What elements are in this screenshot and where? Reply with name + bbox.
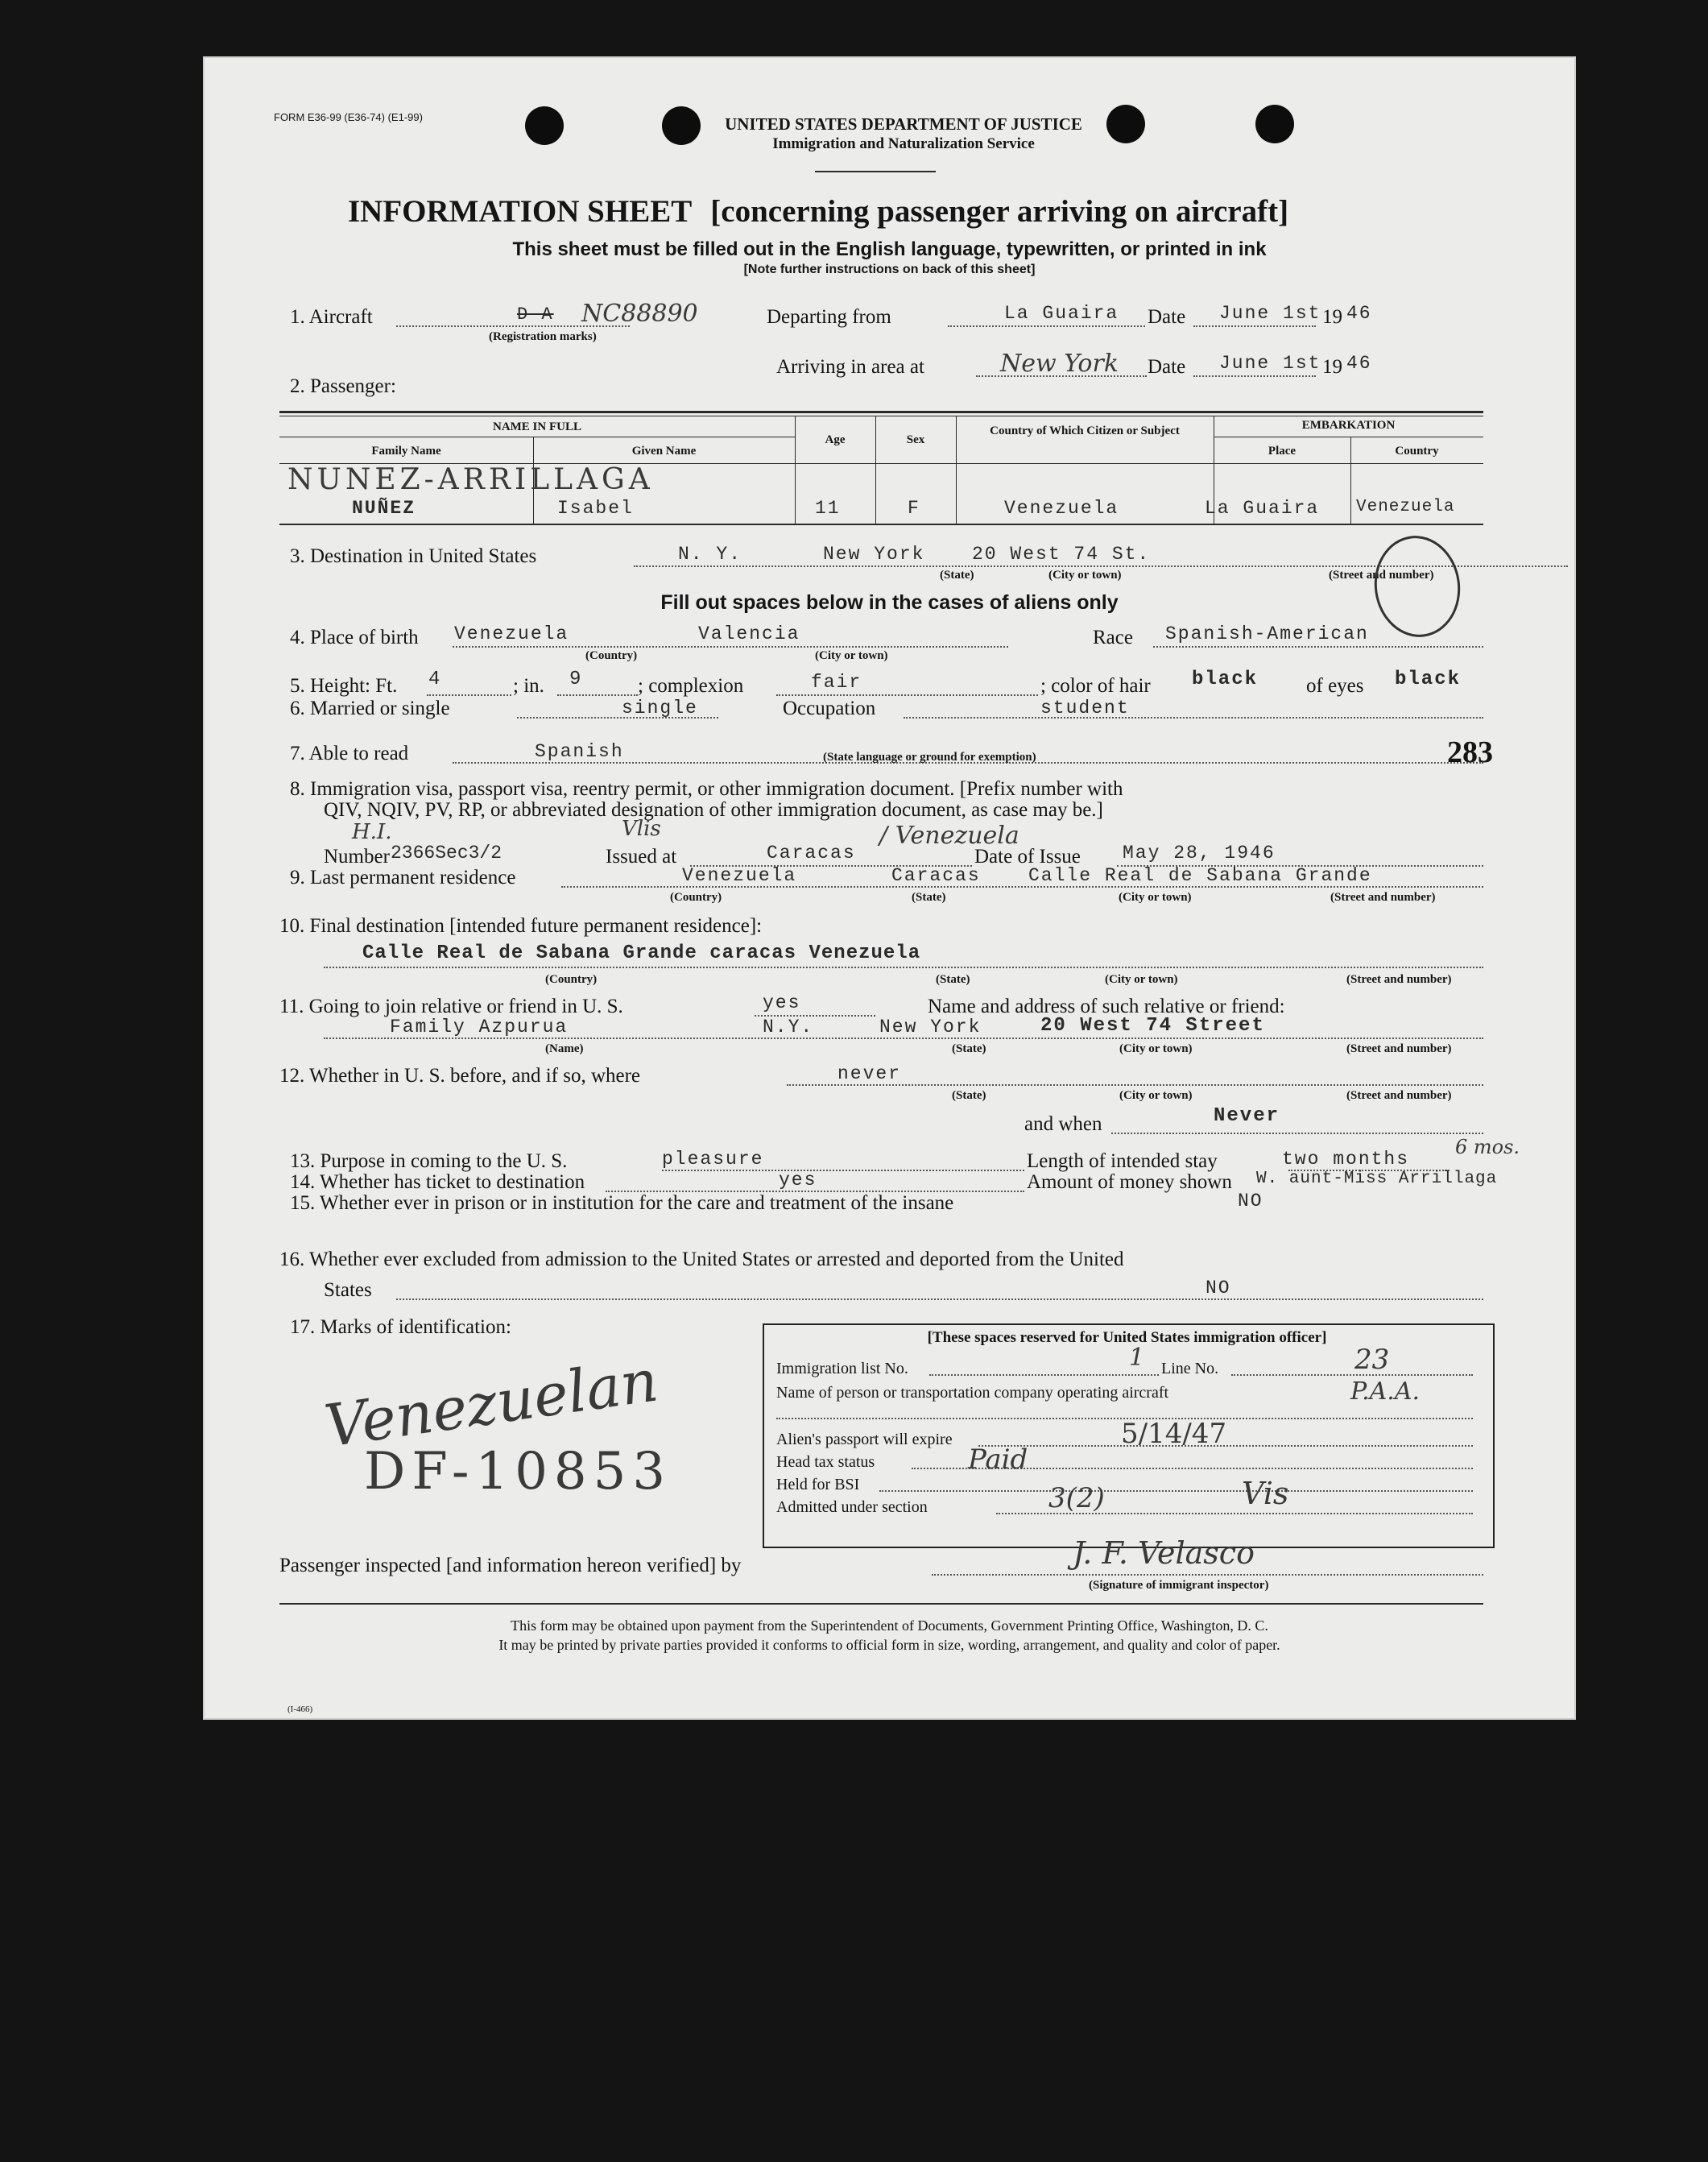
ft-line <box>427 694 511 696</box>
when-label: and when <box>1024 1113 1102 1135</box>
marks-label: 17. Marks of identification: <box>290 1316 511 1338</box>
arrive-date-line <box>1193 375 1316 377</box>
ink-circle-mark <box>1368 530 1467 643</box>
table-col-div <box>795 416 796 524</box>
embark-country: Venezuela <box>1356 498 1455 516</box>
eyes-label: of eyes <box>1306 675 1364 697</box>
relative-city: New York <box>879 1017 982 1038</box>
birth-line <box>453 646 1008 648</box>
punch-hole <box>525 106 564 145</box>
table-col-div <box>875 416 876 524</box>
list-label: Immigration list No. <box>776 1360 908 1377</box>
arrive-year: 46 <box>1346 353 1372 374</box>
inspected-line <box>932 1574 1483 1576</box>
when-value: Never <box>1214 1105 1280 1127</box>
read-label: 7. Able to read <box>290 743 409 764</box>
header-sex: Sex <box>906 433 925 446</box>
stay-hand: 6 mos. <box>1455 1136 1520 1158</box>
occupation-line <box>904 717 1483 719</box>
signature-caption: (Signature of immigrant inspector) <box>1089 1579 1269 1592</box>
race: Spanish-American <box>1165 623 1369 644</box>
inspector-signature: J. F. Velasco <box>1073 1535 1255 1571</box>
list-line <box>929 1374 1159 1376</box>
instruction: This sheet must be filled out in the English language, typewritten, or printed in ink <box>512 238 1267 260</box>
caption-city: (City or town) <box>1105 973 1178 986</box>
in-line <box>557 694 638 696</box>
table-top-rule <box>279 411 1483 413</box>
hair: black <box>1192 669 1259 690</box>
residence-country: Venezuela <box>682 865 797 886</box>
caption-country: (Country) <box>585 649 638 662</box>
issued-hand: / Venezuela <box>879 822 1019 850</box>
bsi-line <box>879 1490 1473 1492</box>
purpose-value: pleasure <box>662 1149 764 1170</box>
depart-date-label: Date <box>1148 306 1186 328</box>
issue-date: May 28, 1946 <box>1123 843 1276 864</box>
bsi-label: Held for BSI <box>776 1476 860 1493</box>
dest-city: New York <box>823 544 925 565</box>
purpose-label: 13. Purpose in coming to the U. S. <box>290 1150 568 1172</box>
handwritten-name: NUNEZ-ARRILLAGA <box>287 463 654 496</box>
ticket-value: yes <box>779 1170 817 1191</box>
table-bottom-rule <box>279 524 1483 525</box>
footer-line-1: This form may be obtained upon payment from the Superintendent of Documents, Government Printing Office, Washington, D. C. <box>511 1617 1268 1634</box>
arriving-label: Arriving in area at <box>776 356 924 378</box>
table-col-div <box>956 416 957 524</box>
depart-year: 46 <box>1346 303 1372 324</box>
married-value: single <box>622 698 698 719</box>
before-value: never <box>837 1063 902 1084</box>
visa-hand-prefix: H.I. <box>352 820 392 844</box>
relative-label: Name and address of such relative or friend: <box>928 996 1285 1017</box>
visa-hand: Vlis <box>622 817 661 841</box>
dest-state: N. Y. <box>678 544 742 565</box>
before-label: 12. Whether in U. S. before, and if so, where <box>279 1065 641 1087</box>
given-name: Isabel <box>557 498 634 519</box>
tax-value: Paid <box>968 1443 1028 1476</box>
occupation: student <box>1040 698 1130 719</box>
caption-city: (City or town) <box>1119 891 1192 904</box>
list-no: 1 <box>1129 1344 1145 1372</box>
residence-city: Caracas <box>891 865 981 886</box>
arrive-year-prefix: 19 <box>1322 356 1342 378</box>
issued-at: Caracas <box>767 843 856 864</box>
birth-country: Venezuela <box>454 623 569 644</box>
visa-number-label: Number <box>324 846 390 868</box>
dest-street: 20 West 74 St. <box>972 544 1151 565</box>
destination-label: 3. Destination in United States <box>290 545 537 567</box>
departing-label: Departing from <box>767 306 891 328</box>
caption-city: (City or town) <box>1048 569 1122 582</box>
caption-city: (City or town) <box>1119 1089 1193 1102</box>
relative-name: Family Azpurua <box>390 1017 569 1038</box>
caption-state: (State) <box>952 1089 986 1102</box>
excluded-value: NO <box>1206 1278 1231 1298</box>
final-label: 10. Final destination [intended future permanent residence]: <box>279 915 763 937</box>
caption-state: (State) <box>952 1042 986 1055</box>
in-label: ; in. <box>513 675 544 697</box>
caption-street: (Street and number) <box>1346 1042 1452 1055</box>
header-place: Place <box>1268 445 1297 458</box>
line-label: Line No. <box>1161 1360 1219 1377</box>
age: 11 <box>815 498 841 519</box>
official-title: [These spaces reserved for United States immigration officer] <box>927 1329 1327 1346</box>
marks-hand-2: DF-10853 <box>364 1442 672 1501</box>
complexion: fair <box>811 672 862 693</box>
service-name: Immigration and Naturalization Service <box>772 135 1035 152</box>
tax-label: Head tax status <box>776 1453 875 1471</box>
ticket-label: 14. Whether has ticket to destination <box>290 1171 585 1193</box>
footer-line-2: It may be printed by private parties provided it conforms to official form in size, wording, arrangement, and quality and color of paper. <box>498 1637 1280 1653</box>
excluded-line <box>396 1298 1483 1300</box>
inspected-label: Passenger inspected [and information hereon verified] by <box>279 1555 742 1576</box>
residence-street: Calle Real de Sabana Grande <box>1028 865 1372 886</box>
residence-line <box>561 886 1483 888</box>
passenger-label: 2. Passenger: <box>290 375 396 397</box>
header-name-in-full: NAME IN FULL <box>492 420 581 433</box>
form-title <box>348 193 1288 230</box>
caption-name: (Name) <box>545 1042 584 1055</box>
header-given-name: Given Name <box>631 445 697 458</box>
caption-street: (Street and number) <box>1329 569 1434 582</box>
caption-exemption: (State language or ground for exemption) <box>823 751 1036 764</box>
caption-country: (Country) <box>670 891 722 904</box>
family-name: NUÑEZ <box>352 498 416 519</box>
section-hand: Vis <box>1242 1476 1289 1511</box>
join-label: 11. Going to join relative or friend in U. S. <box>279 996 623 1017</box>
issued-label: Issued at <box>606 846 677 868</box>
complexion-label: ; complexion <box>638 675 744 697</box>
section-value: 3(2) <box>1048 1482 1105 1514</box>
caption-state: (State) <box>912 891 946 904</box>
passport-label: Alien's passport will expire <box>776 1431 953 1448</box>
section-label: Admitted under section <box>776 1498 928 1516</box>
embark-place: La Guaira <box>1205 498 1320 519</box>
depart-year-prefix: 19 <box>1322 306 1342 328</box>
header-embarkation: EMBARKATION <box>1301 419 1396 432</box>
aircraft-crossed: D-A <box>517 304 554 325</box>
eyes: black <box>1395 669 1462 690</box>
relative-street: 20 West 74 Street <box>1040 1015 1265 1037</box>
relative-state: N.Y. <box>763 1017 814 1038</box>
issue-date-label: Date of Issue <box>974 846 1081 868</box>
arrive-date: June 1st <box>1219 353 1321 374</box>
registration-caption: (Registration marks) <box>489 330 597 343</box>
occupation-label: Occupation <box>783 698 876 719</box>
stay-label: Length of intended stay <box>1027 1150 1218 1172</box>
footer-rule <box>279 1603 1483 1605</box>
height-in: 9 <box>569 669 583 690</box>
birth-city: Valencia <box>698 623 800 644</box>
header-country: Country of Which Citizen or Subject <box>990 425 1180 437</box>
aircraft-registration: NC88890 <box>581 300 698 328</box>
race-label: Race <box>1093 627 1133 648</box>
line-line <box>1231 1374 1473 1376</box>
excluded-line-2: States <box>324 1279 372 1301</box>
caption-city: (City or town) <box>1119 1042 1193 1055</box>
stay-value: two months <box>1282 1149 1410 1170</box>
header-emb-country: Country <box>1395 445 1439 458</box>
final-value: Calle Real de Sabana Grande caracas Venezuela <box>362 942 921 964</box>
before-line <box>787 1084 1483 1086</box>
header-family-name: Family Name <box>371 445 441 458</box>
caption-state: (State) <box>940 569 974 582</box>
header-age: Age <box>825 433 846 446</box>
caption-state: (State) <box>936 973 970 986</box>
citizen-of: Venezuela <box>1004 498 1119 519</box>
visa-number: 2366Sec3/2 <box>391 843 502 864</box>
height-label: 5. Height: Ft. <box>290 675 398 697</box>
read-value: Spanish <box>535 741 624 762</box>
department-name: UNITED STATES DEPARTMENT OF JUSTICE <box>725 114 1082 134</box>
relative-line <box>324 1038 1483 1039</box>
form-sheet <box>203 56 1576 1720</box>
depart-date: June 1st <box>1219 303 1321 324</box>
departing-from: La Guaira <box>1004 303 1119 324</box>
caption-country: (Country) <box>545 973 598 986</box>
instruction-note: [Note further instructions on back of this sheet] <box>743 263 1036 276</box>
final-line <box>324 967 1483 968</box>
complexion-line <box>776 694 1038 696</box>
depart-date-line <box>1193 325 1316 327</box>
caption-street: (Street and number) <box>1346 1089 1452 1102</box>
sex: F <box>908 498 920 519</box>
race-line <box>1153 646 1483 648</box>
caption-street: (Street and number) <box>1330 891 1436 904</box>
money-label: Amount of money shown <box>1027 1171 1232 1193</box>
married-label: 6. Married or single <box>290 698 450 719</box>
company-label: Name of person or transportation company operating aircraft <box>776 1384 1169 1402</box>
title-sub: [concerning passenger arriving on aircraft] <box>710 194 1289 229</box>
residence-label: 9. Last permanent residence <box>290 867 516 888</box>
caption-street: (Street and number) <box>1346 973 1452 986</box>
arriving-area-value: New York <box>1000 350 1119 378</box>
prison-label: 15. Whether ever in prison or in institution for the care and treatment of the insane <box>290 1192 954 1214</box>
excluded-line-1: 16. Whether ever excluded from admission to the United States or arrested and deported from the United <box>279 1249 1124 1270</box>
prison-value: NO <box>1238 1191 1263 1211</box>
join-value: yes <box>763 992 801 1013</box>
departing-line <box>948 325 1145 327</box>
birth-label: 4. Place of birth <box>290 627 419 648</box>
aircraft-label: 1. Aircraft <box>290 306 373 328</box>
marks-hand-1: Venezuelan <box>321 1346 663 1460</box>
visa-line-1: 8. Immigration visa, passport visa, reentry permit, or other immigration document. [Prefix number with <box>290 778 1123 800</box>
money-value: W. aunt-Miss Arrillaga <box>1256 1170 1498 1188</box>
height-ft: 4 <box>428 669 442 690</box>
header-rule <box>815 171 936 172</box>
punch-hole <box>1255 105 1294 143</box>
when-line <box>1111 1133 1483 1134</box>
passport-value: 5/14/47 <box>1121 1418 1227 1450</box>
title-main: INFORMATION SHEET <box>348 194 692 229</box>
caption-city: (City or town) <box>815 649 888 662</box>
aliens-heading: Fill out spaces below in the cases of aliens only <box>660 591 1119 614</box>
line-no: 23 <box>1354 1344 1390 1376</box>
arrive-date-label: Date <box>1148 356 1186 378</box>
visa-line-2: QIV, NQIV, PV, RP, or abbreviated designation of other immigration document, as case may be.] <box>324 799 1103 821</box>
stamp-number: 283 <box>1447 735 1493 769</box>
footer-code: (I-466) <box>287 1704 313 1714</box>
purpose-line <box>662 1170 1024 1171</box>
hair-label: ; color of hair <box>1040 675 1151 697</box>
form-number: FORM E36-99 (E36-74) (E1-99) <box>274 111 423 123</box>
company-value: P.A.A. <box>1350 1377 1421 1406</box>
